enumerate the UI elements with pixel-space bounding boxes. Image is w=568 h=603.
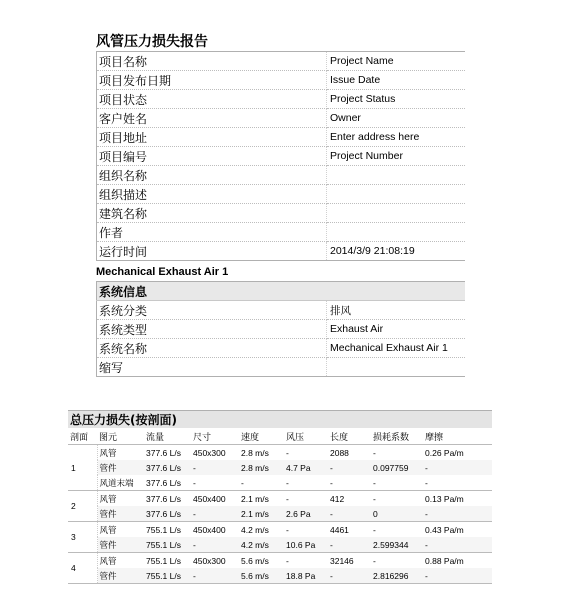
table-row <box>68 491 492 507</box>
table-cell: 0.88 Pa/m <box>425 555 464 566</box>
field-label: 项目编号 <box>97 147 327 166</box>
table-row <box>68 506 492 522</box>
table-cell: 0.26 Pa/m <box>425 447 464 458</box>
table-cell: - <box>423 475 492 491</box>
table-cell: 450x300 <box>193 555 226 566</box>
table-row <box>68 522 492 538</box>
field-value <box>327 204 465 223</box>
table-cell: 5.6 m/s <box>241 555 269 566</box>
table-cell: 2.8 m/s <box>239 460 284 475</box>
table-cell: - <box>191 537 239 553</box>
table-cell: 管件 <box>97 537 144 553</box>
table-cell: 0.097759 <box>371 460 423 475</box>
table-cell: 450x400 <box>193 493 226 504</box>
table-cell: 风管 <box>99 448 117 459</box>
report-title: 风管压力损失报告 <box>96 34 208 50</box>
table-cell: - <box>191 568 239 584</box>
field-value: Project Number <box>327 147 465 166</box>
field-label: 项目状态 <box>97 90 327 109</box>
field-label: 缩写 <box>97 358 327 377</box>
project-row <box>97 128 465 147</box>
table-cell: - <box>328 506 371 522</box>
table-cell: 5.6 m/s <box>239 568 284 584</box>
field-label: 系统分类 <box>97 301 327 320</box>
system-row <box>97 301 465 320</box>
table-cell: - <box>373 524 376 535</box>
table-row <box>68 445 492 461</box>
table-cell: 32146 <box>330 555 354 566</box>
column-header: 长度 <box>328 428 371 445</box>
table-cell: 0.43 Pa/m <box>425 524 464 535</box>
table-cell: 风道末端 <box>97 475 144 491</box>
section-id: 3 <box>68 522 97 553</box>
field-value: Enter address here <box>327 128 465 147</box>
table-cell: 2.1 m/s <box>239 506 284 522</box>
project-row <box>97 223 465 242</box>
project-row <box>97 242 465 261</box>
table-cell: 2.8 m/s <box>241 447 269 458</box>
table-cell: 377.6 L/s <box>146 493 181 504</box>
project-row <box>97 90 465 109</box>
table-cell: 管件 <box>97 460 144 475</box>
project-row <box>97 185 465 204</box>
system-header: 系统信息 <box>97 282 465 301</box>
project-row <box>97 166 465 185</box>
table-cell: - <box>191 460 239 475</box>
table-cell: - <box>286 493 289 504</box>
table-cell: - <box>286 555 289 566</box>
column-header: 风压 <box>284 428 328 445</box>
field-value: 排风 <box>327 301 465 320</box>
field-label: 项目发布日期 <box>97 71 327 90</box>
field-value <box>327 223 465 242</box>
table-cell: 风管 <box>99 525 117 536</box>
project-info-table <box>96 51 465 261</box>
table-cell: 4461 <box>330 524 349 535</box>
table-cell: - <box>423 537 492 553</box>
field-label: 作者 <box>97 223 327 242</box>
system-info-table <box>96 281 465 377</box>
system-row <box>97 339 465 358</box>
table-cell: 风管 <box>99 556 117 567</box>
table-cell: - <box>284 475 328 491</box>
column-header: 图元 <box>97 428 144 445</box>
table-cell: - <box>373 555 376 566</box>
system-title: Mechanical Exhaust Air 1 <box>96 266 229 278</box>
column-header: 尺寸 <box>191 428 239 445</box>
table-row <box>68 568 492 584</box>
table-cell: - <box>373 493 376 504</box>
section-id: 2 <box>68 491 97 522</box>
project-row <box>97 204 465 223</box>
project-row <box>97 52 465 71</box>
column-header: 损耗系数 <box>371 428 423 445</box>
table-cell: 10.6 Pa <box>284 537 328 553</box>
loss-title-row <box>68 411 492 429</box>
table-cell: - <box>423 568 492 584</box>
field-label: 系统名称 <box>97 339 327 358</box>
field-label: 项目名称 <box>97 52 327 71</box>
field-label: 组织名称 <box>97 166 327 185</box>
table-cell: - <box>191 475 239 491</box>
table-cell: - <box>423 506 492 522</box>
table-cell: - <box>328 568 371 584</box>
table-cell: 377.6 L/s <box>146 447 181 458</box>
table-cell: - <box>328 460 371 475</box>
table-cell: 4.7 Pa <box>284 460 328 475</box>
table-cell: 377.6 L/s <box>144 506 191 522</box>
field-value: Project Status <box>327 90 465 109</box>
loss-table-title: 总压力损失(按剖面) <box>68 411 492 429</box>
field-value: Mechanical Exhaust Air 1 <box>327 339 465 358</box>
table-cell: 2.599344 <box>371 537 423 553</box>
field-label: 客户姓名 <box>97 109 327 128</box>
field-label: 组织描述 <box>97 185 327 204</box>
field-value <box>327 358 465 377</box>
table-cell: - <box>371 475 423 491</box>
table-cell: 755.1 L/s <box>144 537 191 553</box>
table-cell: 0.13 Pa/m <box>425 493 464 504</box>
project-row <box>97 147 465 166</box>
field-label: 项目地址 <box>97 128 327 147</box>
loss-header-row <box>68 428 492 445</box>
table-row <box>68 537 492 553</box>
table-cell: 755.1 L/s <box>146 524 181 535</box>
system-row <box>97 320 465 339</box>
table-cell: - <box>423 460 492 475</box>
project-row <box>97 109 465 128</box>
pressure-loss-table <box>68 410 492 584</box>
section-id: 4 <box>68 553 97 584</box>
table-cell: - <box>328 537 371 553</box>
table-cell: 18.8 Pa <box>284 568 328 584</box>
field-label: 建筑名称 <box>97 204 327 223</box>
column-header: 剖面 <box>68 428 97 445</box>
field-value: Issue Date <box>327 71 465 90</box>
table-cell: - <box>328 475 371 491</box>
table-cell: - <box>373 447 376 458</box>
table-cell: 2088 <box>330 447 349 458</box>
table-cell: 4.2 m/s <box>241 524 269 535</box>
table-cell: 755.1 L/s <box>146 555 181 566</box>
column-header: 速度 <box>239 428 284 445</box>
table-cell: 0 <box>371 506 423 522</box>
table-cell: - <box>239 475 284 491</box>
table-cell: 377.6 L/s <box>144 475 191 491</box>
table-cell: 377.6 L/s <box>144 460 191 475</box>
field-value: 2014/3/9 21:08:19 <box>327 242 465 261</box>
system-row <box>97 358 465 377</box>
field-value <box>327 166 465 185</box>
section-id: 1 <box>68 445 97 491</box>
table-cell: - <box>286 524 289 535</box>
table-cell: - <box>286 447 289 458</box>
project-row <box>97 71 465 90</box>
field-label: 系统类型 <box>97 320 327 339</box>
table-cell: 风管 <box>99 494 117 505</box>
field-value: Exhaust Air <box>327 320 465 339</box>
table-cell: - <box>191 506 239 522</box>
field-value <box>327 185 465 204</box>
table-cell: 管件 <box>97 568 144 584</box>
table-row <box>68 475 492 491</box>
field-value: Project Name <box>327 52 465 71</box>
table-row <box>68 553 492 569</box>
field-label: 运行时间 <box>97 242 327 261</box>
column-header: 摩擦 <box>423 428 492 445</box>
table-row <box>68 460 492 475</box>
column-header: 流量 <box>144 428 191 445</box>
table-cell: 2.1 m/s <box>241 493 269 504</box>
table-cell: 450x400 <box>193 524 226 535</box>
table-cell: 4.2 m/s <box>239 537 284 553</box>
table-cell: 412 <box>330 493 345 504</box>
field-value: Owner <box>327 109 465 128</box>
table-cell: 755.1 L/s <box>144 568 191 584</box>
system-header-row <box>97 282 465 301</box>
table-cell: 2.816296 <box>371 568 423 584</box>
table-cell: 管件 <box>97 506 144 522</box>
table-cell: 450x300 <box>193 447 226 458</box>
table-cell: 2.6 Pa <box>284 506 328 522</box>
